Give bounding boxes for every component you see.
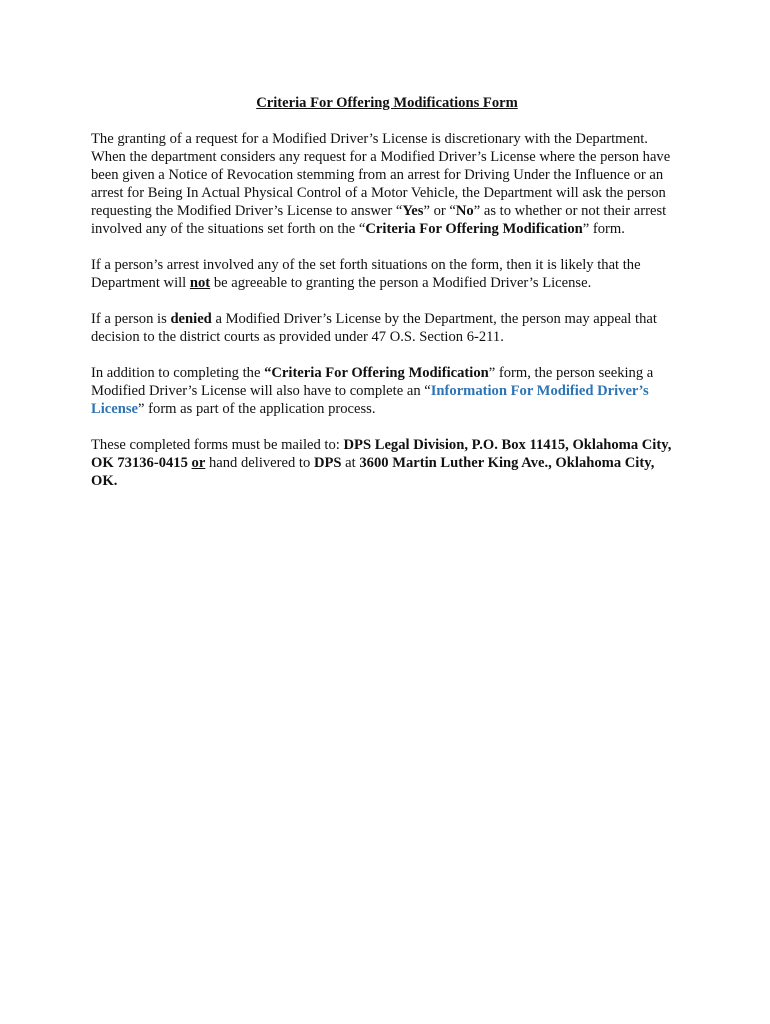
- p5-text-3: at: [341, 455, 360, 471]
- p5-text-1: These completed forms must be mailed to:: [91, 437, 344, 453]
- or-emphasis: or: [191, 455, 206, 471]
- paragraph-discretion: [91, 130, 683, 238]
- yes-answer: Yes: [402, 203, 424, 219]
- p3-text-1: If a person is: [91, 311, 171, 327]
- page-title: Criteria For Offering Modifications Form: [256, 95, 518, 111]
- p4-text-1: In addition to completing the: [91, 365, 265, 381]
- paragraph-appeal: [91, 310, 683, 346]
- paragraph-mailing: [91, 436, 683, 490]
- no-answer: No: [455, 203, 474, 219]
- information-form-link[interactable]: Information For Modified Driver’s License: [91, 383, 649, 417]
- paragraph-additional-form: [91, 364, 683, 418]
- p1-text-3: ” as to whether or not their arrest involved any of the situations set forth on the “: [91, 203, 667, 237]
- p1-text-2: ” or “: [423, 203, 456, 219]
- not-emphasis: not: [189, 275, 211, 291]
- p5-text-2: hand delivered to: [205, 455, 314, 471]
- paragraph-likely-outcome: [91, 256, 683, 292]
- denied-emphasis: denied: [170, 311, 212, 327]
- criteria-form-name: Criteria For Offering Modification: [365, 221, 583, 237]
- delivery-address: 3600 Martin Luther King Ave., Oklahoma City, OK.: [91, 455, 655, 489]
- p1-text-1: The granting of a request for a Modified Driver’s License is discretionary with the Department. When the department considers any request for a Modified Driver’s License where the person have been given a Notice of Revocation stemming from an arrest for Driving Under the Influence or an arrest for Being In Actual Physical Control of a Motor Vehicle, the Department will ask the person requesting the Modified Driver’s License to answer “: [91, 131, 671, 219]
- p2-text-2: be agreeable to granting the person a Modified Driver’s License.: [210, 275, 592, 291]
- p2-text-1: If a person’s arrest involved any of the set forth situations on the form, then it is likely that the Department will: [91, 257, 641, 291]
- dps-label: DPS: [313, 455, 342, 471]
- p3-text-2: a Modified Driver’s License by the Department, the person may appeal that decision to the district courts as provided under 47 O.S. Section 6-211.: [91, 311, 657, 345]
- mailing-address: DPS Legal Division, P.O. Box 11415, Oklahoma City, OK 73136-0415: [91, 437, 672, 471]
- p1-text-4: ” form.: [582, 221, 625, 237]
- document-body: [91, 94, 683, 508]
- p4-text-2: ” form, the person seeking a Modified Driver’s License will also have to complete an “: [91, 365, 654, 399]
- p4-text-3: ” form as part of the application process.: [138, 401, 376, 417]
- criteria-form-name-2: “Criteria For Offering Modification: [264, 365, 489, 381]
